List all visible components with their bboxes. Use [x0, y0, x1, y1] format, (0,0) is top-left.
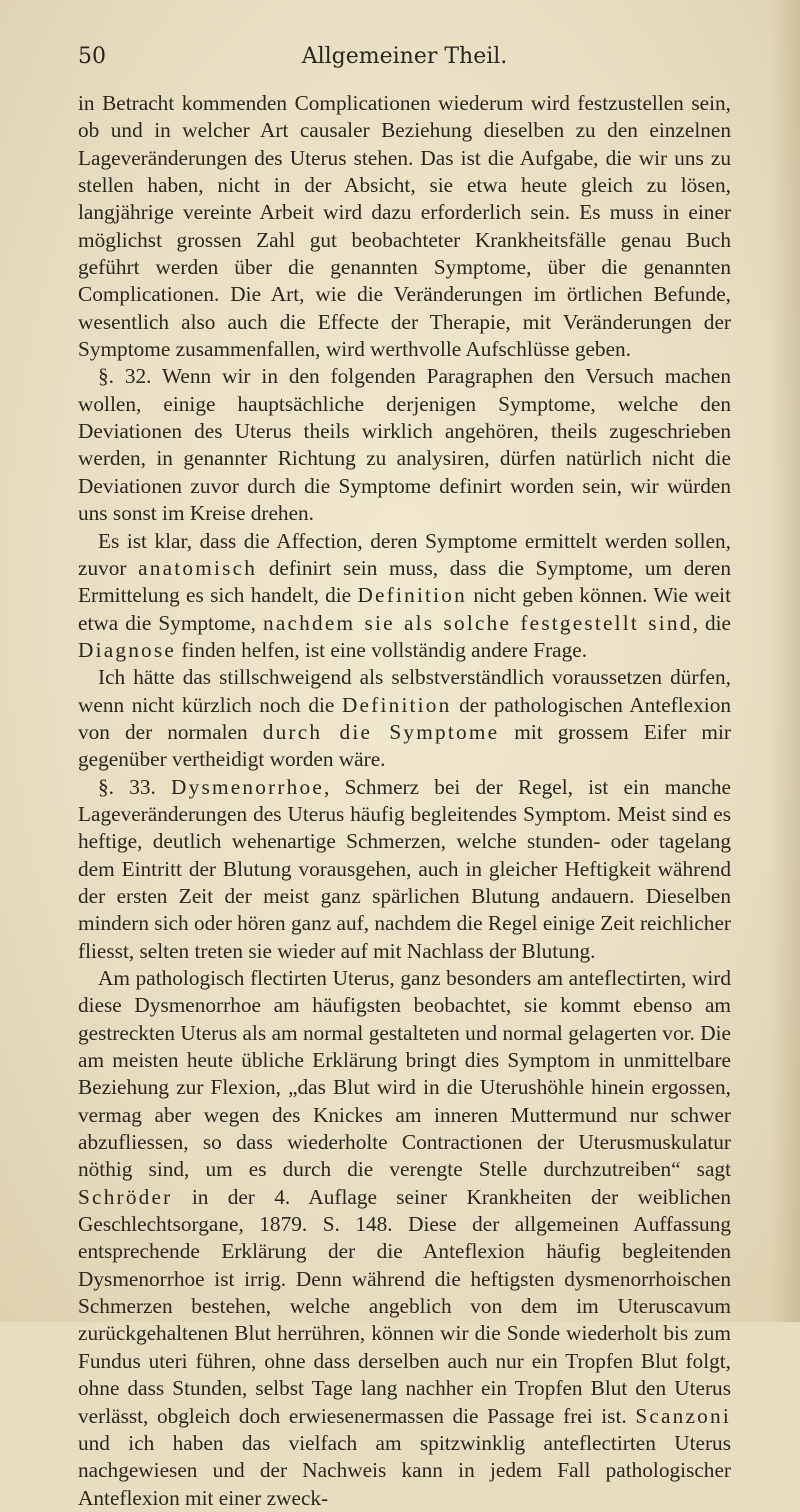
spaced-emphasis: Scanzoni — [635, 1403, 731, 1428]
text-run: finden helfen, ist eine vollständig andere Frage. — [176, 637, 588, 662]
paragraph — [78, 664, 731, 773]
paragraph — [78, 363, 731, 527]
paragraph — [78, 90, 731, 363]
text-run: mit grossem Eifer mir gegenüber vertheidigt worden wäre. — [78, 719, 731, 772]
paragraph — [78, 528, 731, 665]
text-run: Am pathologisch flectirten Uterus, ganz besonders am anteflectirten, wird diese Dysmenorrhoe am häufigsten beobachtet, sie kommt ebenso am gestreckten Uterus als am normal gestalteten und normal gelagerten vor. Die am meisten heute übliche Erklärung bringt dies Symptom in unmittelbare Beziehung zur Flexion, „das Blut wird in die Uterushöhle hinein ergossen, vermag aber wegen des Knickes am inneren Muttermund nur schwer abzufliessen, so dass wiederholte Contractionen der Uterusmuskulatur nöthig sind, um es durch die verengte Stelle durchzutreiben“ sagt — [78, 966, 731, 1182]
spaced-emphasis: Definition — [341, 692, 452, 717]
text-run: definirt sein muss, dass die Symptome, um deren Ermittelung es sich handelt, die — [78, 555, 731, 608]
page-header — [78, 44, 731, 80]
text-run: §. 33. — [98, 774, 172, 799]
running-head: Allgemeiner Theil. — [301, 44, 508, 69]
body-text — [78, 90, 731, 1512]
spaced-emphasis: durch die Symptome — [262, 719, 500, 744]
spaced-emphasis: Definition — [357, 583, 467, 608]
text-run: , Schmerz bei der Regel, ist ein manche Lageveränderungen des Uterus häufig begleitendes Symptom. Meist sind es heftige, deutlich wehenartige Schmerzen, welche stunden- oder tagelang dem Eintritt der Blutung vorausgehen, auch in gleicher Heftigkeit während der ersten Zeit der meist ganz spärlichen Blutung andauern. Dieselben mindern sich oder hören ganz auf, nachdem die Regel einige Zeit reichlicher fliesst, selten treten sie wieder auf mit Nachlass der Blutung. — [78, 774, 731, 963]
spaced-emphasis: Diagnose — [78, 637, 177, 662]
page-number: 50 — [78, 44, 106, 69]
text-run: der pathologischen Anteflexion von der normalen — [78, 692, 731, 744]
paragraph — [78, 774, 731, 965]
paragraph — [78, 965, 731, 1512]
text-run: Ich hätte das stillschweigend als selbstverständlich voraussetzen dürfen, wenn nicht kürzlich noch die — [78, 665, 731, 717]
text-run: in Betracht kommenden Complicationen wiederum wird festzustellen sein, ob und in welcher Art causaler Beziehung dieselben zu den einzelnen Lageveränderungen des Uterus stehen. Das ist die Aufgabe, die wir uns zu stellen haben, nicht in der Absicht, sie etwa heute gleich zu lösen, langjährige vereinte Arbeit wird dazu erforderlich sein. Es muss in einer möglichst grossen Zahl gut beobachteter Krankheitsfälle genau Buch geführt werden über die genannten Symptome, über die genannten Complicationen. Die Art, wie die Veränderungen im örtlichen Befunde, wesentlich also auch die Effecte der Therapie, mit Veränderungen der Symptome zusammenfallen, wird werthvolle Aufschlüsse geben. — [78, 91, 731, 362]
text-run: Es ist klar, dass die Affection, deren Symptome ermittelt werden sollen, zuvor — [78, 528, 731, 580]
spaced-emphasis: anatomisch — [138, 555, 258, 580]
spaced-emphasis: Schröder — [78, 1184, 173, 1209]
text-run: nicht geben können. Wie weit etwa die Symptome, — [78, 583, 731, 635]
text-run: in der 4. Auflage seiner Krankheiten der weiblichen Geschlechtsorgane, 1879. S. 148. Diese der allgemeinen Auffassung entsprechende Erklärung der die Anteflexion häufig begleitenden Dysmenorrhoe ist irrig. Denn während die heftigsten dysmenorrhoischen Schmerzen bestehen, welche angeblich von dem im Uteruscavum zurückgehaltenen Blut herrühren, können wir die Sonde wiederholt bis zum Fundus uteri führen, ohne dass derselben auch nur ein Tropfen Blut folgt, ohne dass Stunden, selbst Tage lang nachher ein Tropfen Blut den Uterus verlässt, obgleich doch erwiesenermassen die Passage frei ist. — [78, 1184, 731, 1428]
spaced-emphasis: Dysmenorrhoe — [171, 774, 325, 799]
text-run: und ich haben das vielfach am spitzwinklig anteflectirten Uterus nachgewiesen und der Nachweis kann in jedem Fall pathologischer Anteflexion mit einer zweck- — [78, 1430, 731, 1510]
spaced-emphasis: nachdem sie als solche festgestellt sind — [262, 610, 693, 635]
text-run: , die — [692, 610, 731, 635]
text-run: §. 32. Wenn wir in den folgenden Paragraphen den Versuch machen wollen, einige hauptsächliche derjenigen Symptome, welche den Deviationen des Uterus theils wirklich angehören, theils zugeschrieben werden, in genannter Richtung zu analysiren, dürfen natürlich nicht die Deviationen zuvor durch die Symptome definirt worden sein, wir würden uns sonst im Kreise drehen. — [78, 364, 731, 526]
